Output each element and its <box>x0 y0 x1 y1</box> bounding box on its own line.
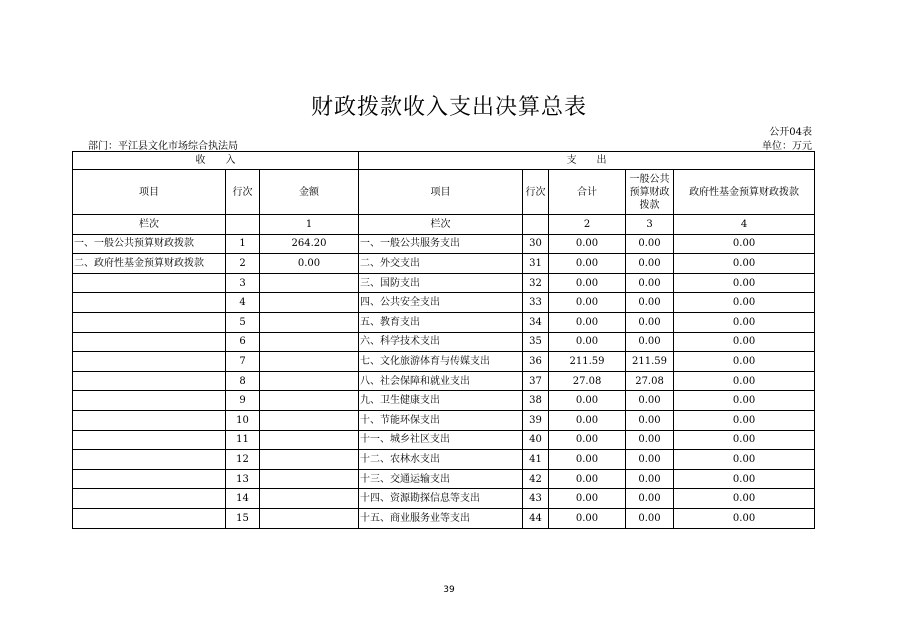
expense-fund-budget: 0.00 <box>674 352 815 372</box>
income-amount: 0.00 <box>260 254 359 274</box>
expense-general-budget: 0.00 <box>626 508 674 528</box>
budget-table <box>72 151 815 529</box>
expense-item: 十四、资源勘探信息等支出 <box>359 489 523 509</box>
expense-line-no: 30 <box>523 234 549 254</box>
income-item <box>73 273 226 293</box>
expense-fund-budget: 0.00 <box>674 254 815 274</box>
expense-total: 0.00 <box>549 410 626 430</box>
expense-fund-budget: 0.00 <box>674 489 815 509</box>
income-item <box>73 352 226 372</box>
expense-total: 0.00 <box>549 469 626 489</box>
expense-line-no: 35 <box>523 332 549 352</box>
expense-line-no: 32 <box>523 273 549 293</box>
income-amount <box>260 293 359 313</box>
income-amount <box>260 391 359 411</box>
table-row <box>73 430 815 450</box>
expense-line-no: 41 <box>523 450 549 470</box>
income-line-no: 5 <box>226 312 260 332</box>
expense-fund-budget: 0.00 <box>674 430 815 450</box>
column-index-row <box>73 215 815 235</box>
expense-general-budget: 0.00 <box>626 293 674 313</box>
income-line-no: 9 <box>226 391 260 411</box>
income-item <box>73 410 226 430</box>
form-number: 公开04表 <box>769 127 812 138</box>
expense-general-budget: 0.00 <box>626 254 674 274</box>
income-line-no: 7 <box>226 352 260 372</box>
income-amount <box>260 332 359 352</box>
expense-fund-budget: 0.00 <box>674 312 815 332</box>
expense-item: 一、一般公共服务支出 <box>359 234 523 254</box>
expense-general-budget: 0.00 <box>626 489 674 509</box>
expense-fund-budget: 0.00 <box>674 273 815 293</box>
income-line-no: 6 <box>226 332 260 352</box>
table-row <box>73 489 815 509</box>
income-amount <box>260 430 359 450</box>
income-amount <box>260 489 359 509</box>
income-amount <box>260 352 359 372</box>
expense-fund-budget: 0.00 <box>674 508 815 528</box>
header-item: 项目 <box>73 170 226 215</box>
col-index-blank-expense <box>523 215 549 235</box>
expense-item: 四、公共安全支出 <box>359 293 523 313</box>
page-number: 39 <box>443 585 455 595</box>
header-general-budget: 一般公共预算财政拨款 <box>626 170 674 215</box>
expense-item: 二、外交支出 <box>359 254 523 274</box>
expense-line-no: 43 <box>523 489 549 509</box>
table-row <box>73 234 815 254</box>
expense-fund-budget: 0.00 <box>674 469 815 489</box>
expense-total: 0.00 <box>549 430 626 450</box>
expense-total: 0.00 <box>549 254 626 274</box>
expense-total: 211.59 <box>549 352 626 372</box>
col-index-1: 1 <box>260 215 359 235</box>
expense-item: 十五、商业服务业等支出 <box>359 508 523 528</box>
income-amount: 264.20 <box>260 234 359 254</box>
income-line-no: 14 <box>226 489 260 509</box>
expense-general-budget: 0.00 <box>626 450 674 470</box>
header-line-no: 行次 <box>226 170 260 215</box>
table-row <box>73 469 815 489</box>
col-index-3: 3 <box>626 215 674 235</box>
expense-total: 0.00 <box>549 489 626 509</box>
income-amount <box>260 410 359 430</box>
expense-item: 十、节能环保支出 <box>359 410 523 430</box>
expense-item: 九、卫生健康支出 <box>359 391 523 411</box>
income-item: 二、政府性基金预算财政拨款 <box>73 254 226 274</box>
expense-line-no: 34 <box>523 312 549 332</box>
expense-total: 0.00 <box>549 508 626 528</box>
income-item <box>73 450 226 470</box>
expense-line-no: 42 <box>523 469 549 489</box>
department-label: 部门：平江县文化市场综合执法局 <box>88 141 238 152</box>
expense-general-budget: 0.00 <box>626 273 674 293</box>
expense-general-budget: 0.00 <box>626 469 674 489</box>
unit-label: 单位：万元 <box>762 141 812 152</box>
income-amount <box>260 371 359 391</box>
col-index-2: 2 <box>549 215 626 235</box>
expense-line-no: 39 <box>523 410 549 430</box>
income-amount <box>260 273 359 293</box>
section-header-row <box>73 152 815 170</box>
expense-fund-budget: 0.00 <box>674 234 815 254</box>
expense-fund-budget: 0.00 <box>674 371 815 391</box>
income-section-header: 收 入 <box>73 152 359 170</box>
col-index-blank <box>226 215 260 235</box>
expense-general-budget: 27.08 <box>626 371 674 391</box>
expense-section-header: 支 出 <box>359 152 815 170</box>
income-item <box>73 508 226 528</box>
header-fund-budget: 政府性基金预算财政拨款 <box>674 170 815 215</box>
income-line-no: 2 <box>226 254 260 274</box>
expense-line-no: 31 <box>523 254 549 274</box>
income-amount <box>260 312 359 332</box>
expense-item: 三、国防支出 <box>359 273 523 293</box>
page-title: 财政拨款收入支出决算总表 <box>310 95 587 120</box>
table-row <box>73 273 815 293</box>
income-line-no: 12 <box>226 450 260 470</box>
table-row <box>73 391 815 411</box>
income-line-no: 1 <box>226 234 260 254</box>
expense-total: 0.00 <box>549 293 626 313</box>
expense-item: 十三、交通运输支出 <box>359 469 523 489</box>
expense-general-budget: 211.59 <box>626 352 674 372</box>
income-item <box>73 293 226 313</box>
income-line-no: 3 <box>226 273 260 293</box>
expense-item: 七、文化旅游体育与传媒支出 <box>359 352 523 372</box>
income-line-no: 4 <box>226 293 260 313</box>
expense-total: 0.00 <box>549 312 626 332</box>
expense-item: 八、社会保障和就业支出 <box>359 371 523 391</box>
expense-line-no: 33 <box>523 293 549 313</box>
column-header-row <box>73 170 815 215</box>
income-item <box>73 489 226 509</box>
col-index-label: 栏次 <box>73 215 226 235</box>
expense-item: 十二、农林水支出 <box>359 450 523 470</box>
income-item <box>73 430 226 450</box>
table-row <box>73 450 815 470</box>
expense-fund-budget: 0.00 <box>674 332 815 352</box>
expense-fund-budget: 0.00 <box>674 410 815 430</box>
expense-general-budget: 0.00 <box>626 234 674 254</box>
expense-total: 0.00 <box>549 234 626 254</box>
table-row <box>73 312 815 332</box>
header-total: 合计 <box>549 170 626 215</box>
expense-general-budget: 0.00 <box>626 391 674 411</box>
expense-item: 六、科学技术支出 <box>359 332 523 352</box>
expense-total: 0.00 <box>549 273 626 293</box>
expense-line-no: 36 <box>523 352 549 372</box>
income-item <box>73 391 226 411</box>
expense-general-budget: 0.00 <box>626 312 674 332</box>
table-body <box>73 152 815 529</box>
table-row <box>73 254 815 274</box>
income-item <box>73 312 226 332</box>
income-item: 一、一般公共预算财政拨款 <box>73 234 226 254</box>
table-row <box>73 410 815 430</box>
income-line-no: 11 <box>226 430 260 450</box>
income-line-no: 13 <box>226 469 260 489</box>
income-line-no: 8 <box>226 371 260 391</box>
income-line-no: 10 <box>226 410 260 430</box>
col-index-4: 4 <box>674 215 815 235</box>
income-amount <box>260 469 359 489</box>
income-line-no: 15 <box>226 508 260 528</box>
income-item <box>73 332 226 352</box>
expense-line-no: 37 <box>523 371 549 391</box>
col-index-label-expense: 栏次 <box>359 215 523 235</box>
expense-general-budget: 0.00 <box>626 332 674 352</box>
table-row <box>73 508 815 528</box>
expense-total: 27.08 <box>549 371 626 391</box>
expense-fund-budget: 0.00 <box>674 391 815 411</box>
header-amount: 金额 <box>260 170 359 215</box>
expense-fund-budget: 0.00 <box>674 293 815 313</box>
income-amount <box>260 450 359 470</box>
expense-fund-budget: 0.00 <box>674 450 815 470</box>
expense-item: 十一、城乡社区支出 <box>359 430 523 450</box>
expense-general-budget: 0.00 <box>626 410 674 430</box>
income-item <box>73 469 226 489</box>
income-amount <box>260 508 359 528</box>
table-row <box>73 293 815 313</box>
expense-item: 五、教育支出 <box>359 312 523 332</box>
expense-total: 0.00 <box>549 332 626 352</box>
header-item-expense: 项目 <box>359 170 523 215</box>
expense-general-budget: 0.00 <box>626 430 674 450</box>
expense-line-no: 44 <box>523 508 549 528</box>
expense-line-no: 40 <box>523 430 549 450</box>
header-line-no-expense: 行次 <box>523 170 549 215</box>
income-item <box>73 371 226 391</box>
expense-total: 0.00 <box>549 450 626 470</box>
table-row <box>73 371 815 391</box>
expense-total: 0.00 <box>549 391 626 411</box>
table-row <box>73 332 815 352</box>
expense-line-no: 38 <box>523 391 549 411</box>
table-row <box>73 352 815 372</box>
